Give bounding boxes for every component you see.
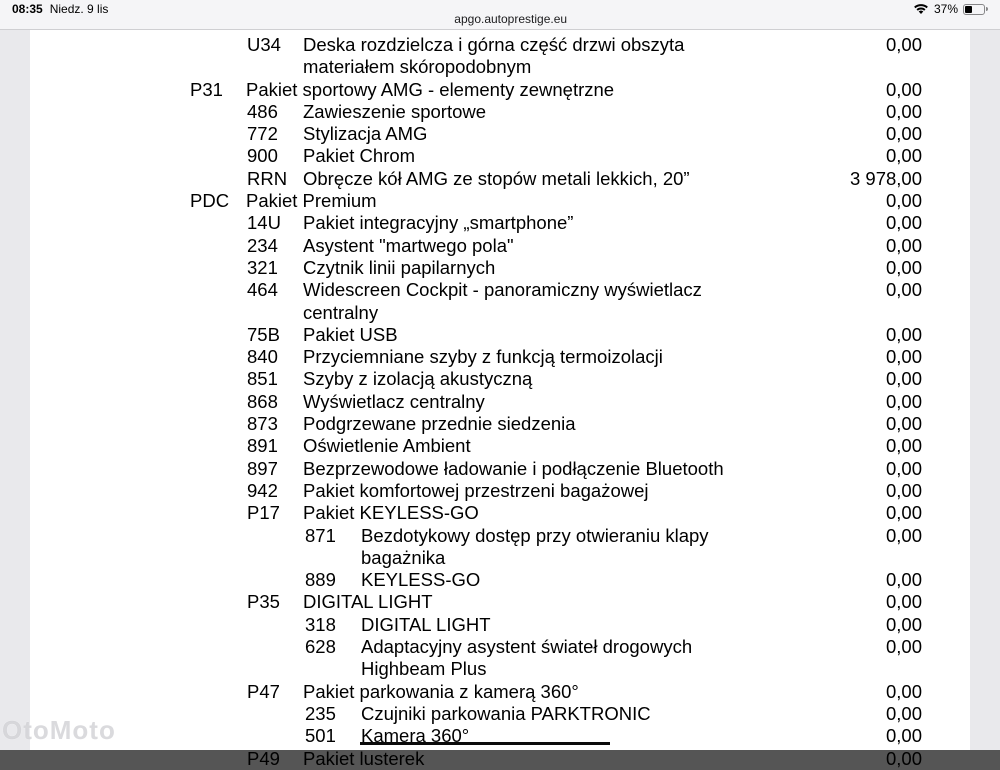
option-desc-line: Widescreen Cockpit - panoramiczny wyświetlacz [303, 279, 702, 301]
option-price: 0,00 [885, 234, 922, 256]
date-label: Niedz. 9 lis [49, 2, 109, 16]
option-code: 234 [247, 234, 278, 256]
option-row [30, 480, 970, 502]
option-code: 897 [247, 457, 278, 479]
option-desc [361, 614, 491, 636]
option-price: 0,00 [885, 435, 922, 457]
option-desc-line: Przyciemniane szyby z funkcją termoizolacji [303, 346, 663, 368]
option-row [30, 435, 970, 457]
option-desc-line: Bezprzewodowe ładowanie i podłączenie Bluetooth [303, 457, 724, 479]
option-desc [303, 681, 579, 703]
option-desc [303, 101, 486, 123]
option-desc [303, 168, 690, 190]
option-desc-line: Pakiet KEYLESS-GO [303, 502, 479, 524]
option-desc [303, 502, 479, 524]
option-desc-line: Bezdotykowy dostęp przy otwieraniu klapy [361, 524, 709, 546]
option-row [30, 458, 970, 480]
option-code: 942 [247, 479, 278, 501]
option-price: 0,00 [885, 747, 922, 769]
option-code: 464 [247, 279, 278, 301]
option-code: 900 [247, 145, 278, 167]
option-desc [246, 79, 614, 101]
option-row [30, 569, 970, 591]
option-desc-line: Pakiet lusterek [303, 747, 425, 769]
option-row [30, 190, 970, 212]
option-desc [303, 480, 649, 502]
option-price: 0,00 [885, 502, 922, 524]
status-bar [0, 0, 1000, 30]
document-page[interactable] [30, 30, 970, 769]
option-code: 868 [247, 390, 278, 412]
option-desc-line: Highbeam Plus [361, 658, 487, 680]
option-code: 840 [247, 346, 278, 368]
option-price: 3 978,00 [849, 167, 922, 189]
option-desc-line: Czytnik linii papilarnych [303, 256, 496, 278]
option-row [30, 145, 970, 167]
battery-percent-label: 37% [933, 2, 958, 16]
option-desc [303, 346, 663, 368]
option-price: 0,00 [885, 78, 922, 100]
option-desc [303, 368, 532, 390]
option-code: 871 [305, 524, 336, 546]
option-price: 0,00 [885, 279, 922, 301]
option-price: 0,00 [885, 34, 922, 55]
option-row [30, 212, 970, 234]
status-left [12, 0, 108, 16]
option-desc [303, 34, 684, 79]
option-price: 0,00 [885, 591, 922, 613]
option-desc-line: Zawieszenie sportowe [303, 100, 487, 122]
option-row [30, 614, 970, 636]
option-row [30, 368, 970, 390]
option-desc [303, 435, 471, 457]
option-price: 0,00 [885, 145, 922, 167]
option-row [30, 34, 970, 79]
option-desc-line: Pakiet sportowy AMG - elementy zewnętrzne [246, 78, 615, 100]
option-desc [303, 591, 433, 613]
option-desc [303, 235, 514, 257]
option-code: P47 [247, 680, 280, 702]
options-rows [30, 34, 970, 770]
option-code: 318 [305, 613, 336, 635]
option-code: P17 [247, 502, 280, 524]
option-code: 486 [247, 100, 278, 122]
option-row [30, 636, 970, 681]
option-price: 0,00 [885, 190, 922, 212]
status-right [913, 0, 988, 16]
option-desc-line: Asystent "martwego pola" [303, 234, 514, 256]
option-desc [303, 257, 495, 279]
option-desc-line: Wyświetlacz centralny [303, 390, 485, 412]
option-code: 891 [247, 435, 278, 457]
option-price: 0,00 [885, 123, 922, 145]
option-price: 0,00 [885, 569, 922, 591]
option-code: 75B [247, 323, 280, 345]
url-field[interactable]: apgo.autoprestige.eu [454, 12, 568, 26]
option-code: U34 [247, 34, 281, 55]
option-row [30, 168, 970, 190]
option-desc-line: Pakiet Premium [246, 190, 377, 212]
option-code: P31 [190, 78, 223, 100]
option-desc-line: DIGITAL LIGHT [303, 591, 433, 613]
option-desc [303, 748, 424, 770]
option-row [30, 502, 970, 524]
option-price: 0,00 [885, 212, 922, 234]
option-price: 0,00 [885, 368, 922, 390]
option-desc [303, 123, 427, 145]
battery-icon [963, 4, 988, 15]
option-code: PDC [190, 190, 230, 212]
option-row [30, 101, 970, 123]
option-row [30, 391, 970, 413]
option-price: 0,00 [885, 636, 922, 658]
option-desc [361, 725, 469, 747]
option-code: 14U [247, 212, 281, 234]
option-row [30, 235, 970, 257]
option-desc-line: Adaptacyjny asystent świateł drogowych [361, 636, 693, 658]
option-desc-line: Pakiet komfortowej przestrzeni bagażowej [303, 479, 649, 501]
option-row [30, 79, 970, 101]
option-desc [303, 391, 485, 413]
option-desc-line: Deska rozdzielcza i górna część drzwi obszyta [303, 34, 685, 55]
option-code: P49 [247, 747, 280, 769]
option-desc [361, 569, 480, 591]
option-row [30, 123, 970, 145]
option-code: 851 [247, 368, 278, 390]
option-code: 889 [305, 569, 336, 591]
option-price: 0,00 [885, 457, 922, 479]
option-row [30, 591, 970, 613]
option-code: 873 [247, 413, 278, 435]
option-price: 0,00 [885, 524, 922, 546]
option-desc-line: Pakiet Chrom [303, 145, 416, 167]
option-code: 321 [247, 256, 278, 278]
option-desc [303, 413, 576, 435]
option-desc-line: Obręcze kół AMG ze stopów metali lekkich, 20” [303, 167, 690, 189]
watermark: OtoMoto [2, 715, 116, 745]
option-price: 0,00 [885, 725, 922, 747]
option-desc-line: Kamera 360° [361, 725, 470, 747]
option-desc [303, 212, 573, 234]
option-row [30, 413, 970, 435]
option-desc [361, 636, 692, 681]
option-price: 0,00 [885, 702, 922, 724]
option-row [30, 257, 970, 279]
option-desc [303, 324, 398, 346]
option-price: 0,00 [885, 413, 922, 435]
option-price: 0,00 [885, 613, 922, 635]
option-price: 0,00 [885, 323, 922, 345]
option-row [30, 525, 970, 570]
option-row [30, 346, 970, 368]
option-desc [303, 279, 702, 324]
option-desc-line: Podgrzewane przednie siedzenia [303, 413, 576, 435]
option-desc-line: DIGITAL LIGHT [361, 613, 491, 635]
option-desc [303, 145, 415, 167]
option-row [30, 703, 970, 725]
option-desc-line: Czujniki parkowania PARKTRONIC [361, 702, 651, 724]
option-code: P35 [247, 591, 280, 613]
option-desc-line: centralny [303, 301, 379, 323]
option-price: 0,00 [885, 390, 922, 412]
option-code: 772 [247, 123, 278, 145]
option-row [30, 279, 970, 324]
option-code: 235 [305, 702, 336, 724]
option-desc-line: Szyby z izolacją akustyczną [303, 368, 533, 390]
wifi-icon [913, 3, 929, 15]
option-desc-line: Pakiet integracyjny „smartphone” [303, 212, 574, 234]
option-desc-line: materiałem skóropodobnym [303, 56, 532, 78]
option-desc-line: Stylizacja AMG [303, 123, 428, 145]
option-desc-line: KEYLESS-GO [361, 569, 481, 591]
clock-label: 08:35 [12, 2, 43, 16]
option-price: 0,00 [885, 479, 922, 501]
option-desc [303, 458, 724, 480]
option-code: 628 [305, 636, 336, 658]
option-desc [361, 703, 651, 725]
option-price: 0,00 [885, 100, 922, 122]
option-row [30, 748, 970, 770]
option-desc-line: bagażnika [361, 546, 446, 568]
option-code: RRN [247, 167, 288, 189]
option-price: 0,00 [885, 346, 922, 368]
option-price: 0,00 [885, 680, 922, 702]
option-desc [246, 190, 377, 212]
option-desc-line: Pakiet parkowania z kamerą 360° [303, 680, 579, 702]
option-desc [361, 525, 709, 570]
option-row [30, 681, 970, 703]
option-desc-line: Pakiet USB [303, 323, 398, 345]
option-row [30, 324, 970, 346]
option-desc-line: Oświetlenie Ambient [303, 435, 471, 457]
option-code: 501 [305, 725, 336, 747]
option-price: 0,00 [885, 256, 922, 278]
